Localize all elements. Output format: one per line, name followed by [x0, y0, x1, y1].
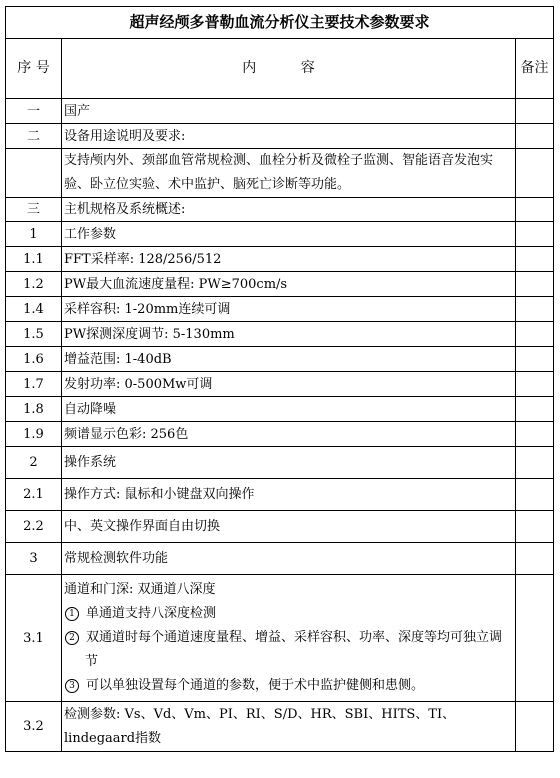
row-note — [516, 372, 554, 397]
row-content: 频谱显示色彩: 256色 — [62, 422, 516, 447]
table-row — [6, 575, 554, 702]
list-item-text: 双通道时每个通道速度量程、增益、采样容积、功率、深度等均可独立调 — [86, 630, 503, 645]
table-row — [6, 447, 554, 479]
row-note — [516, 347, 554, 372]
table-row — [6, 222, 554, 247]
row-seq: 1.7 — [6, 372, 62, 397]
row-note — [516, 149, 554, 198]
row-note — [516, 322, 554, 347]
row-note — [516, 198, 554, 222]
list-item — [64, 626, 513, 674]
table-row — [6, 543, 554, 575]
row-content: FFT采样率: 128/256/512 — [62, 247, 516, 272]
row-content: 自动降噪 — [62, 397, 516, 422]
header-content: 内 容 — [62, 39, 516, 99]
table-row — [6, 247, 554, 272]
row-content: 工作参数 — [62, 222, 516, 247]
row-note — [516, 511, 554, 543]
channel-intro: 通道和门深: 双通道八深度 — [64, 582, 216, 597]
row-seq: 1.6 — [6, 347, 62, 372]
row-content: 国产 — [62, 99, 516, 124]
list-item — [64, 674, 513, 698]
table-row — [6, 272, 554, 297]
table-row — [6, 124, 554, 149]
row-seq: 3.2 — [6, 702, 62, 752]
row-note — [516, 99, 554, 124]
circled-number: 1 — [65, 607, 79, 621]
row-seq: 1.2 — [6, 272, 62, 297]
table-row — [6, 198, 554, 222]
row-note — [516, 447, 554, 479]
row-seq: 1.8 — [6, 397, 62, 422]
row-content: 主机规格及系统概述: — [62, 198, 516, 222]
row-seq: 3 — [6, 543, 62, 575]
list-item-continuation: 节 — [85, 654, 99, 669]
parameter-table — [5, 6, 554, 752]
header-note: 备注 — [516, 39, 554, 99]
table-row — [6, 347, 554, 372]
table-row — [6, 322, 554, 347]
row-content: 操作系统 — [62, 447, 516, 479]
row-note — [516, 422, 554, 447]
row-note — [516, 297, 554, 322]
row-note — [516, 397, 554, 422]
row-seq: 2.2 — [6, 511, 62, 543]
row-content: 中、英文操作界面自由切换 — [62, 511, 516, 543]
table-row — [6, 397, 554, 422]
row-content: 采样容积: 1-20mm连续可调 — [62, 297, 516, 322]
row-content: 设备用途说明及要求: — [62, 124, 516, 149]
list-item-text: 可以单独设置每个通道的参数，便于术中监护健侧和患侧。 — [86, 678, 425, 693]
list-item — [64, 602, 513, 626]
row-seq: 三 — [6, 198, 62, 222]
row-content: 检测参数: Vs、Vd、Vm、PI、RI、S/D、HR、SBI、HITS、TI、lindegaard指数 — [62, 702, 516, 752]
row-seq: 2.1 — [6, 479, 62, 511]
table-row — [6, 702, 554, 752]
row-content: 增益范围: 1-40dB — [62, 347, 516, 372]
row-note — [516, 702, 554, 752]
row-seq: 1.5 — [6, 322, 62, 347]
row-seq: 一 — [6, 99, 62, 124]
circled-number: 2 — [65, 631, 79, 645]
table-row — [6, 479, 554, 511]
table-row — [6, 422, 554, 447]
row-note — [516, 575, 554, 702]
row-content: PW探测深度调节: 5-130mm — [62, 322, 516, 347]
row-content: 支持颅内外、颈部血管常规检测、血栓分析及微栓子监测、智能语音发泡实验、卧立位实验、术中监护、脑死亡诊断等功能。 — [62, 149, 516, 198]
row-content: PW最大血流速度量程: PW≥700cm/s — [62, 272, 516, 297]
row-seq: 1.4 — [6, 297, 62, 322]
row-content: 发射功率: 0-500Mw可调 — [62, 372, 516, 397]
table-row — [6, 511, 554, 543]
table-row — [6, 99, 554, 124]
list-item-text: 单通道支持八深度检测 — [86, 606, 217, 621]
document-title: 超声经颅多普勒血流分析仪主要技术参数要求 — [6, 7, 554, 39]
row-content: 常规检测软件功能 — [62, 543, 516, 575]
table-row — [6, 149, 554, 198]
row-seq: 1.9 — [6, 422, 62, 447]
table-row — [6, 372, 554, 397]
row-seq: 2 — [6, 447, 62, 479]
row-note — [516, 543, 554, 575]
row-content — [62, 575, 516, 702]
header-seq: 序 号 — [6, 39, 62, 99]
row-note — [516, 479, 554, 511]
row-note — [516, 124, 554, 149]
row-seq: 1.1 — [6, 247, 62, 272]
row-seq — [6, 149, 62, 198]
row-note — [516, 247, 554, 272]
row-seq: 二 — [6, 124, 62, 149]
row-note — [516, 272, 554, 297]
row-seq: 3.1 — [6, 575, 62, 702]
circled-number: 3 — [65, 679, 79, 693]
table-row — [6, 297, 554, 322]
row-seq: 1 — [6, 222, 62, 247]
row-note — [516, 222, 554, 247]
row-content: 操作方式: 鼠标和小键盘双向操作 — [62, 479, 516, 511]
